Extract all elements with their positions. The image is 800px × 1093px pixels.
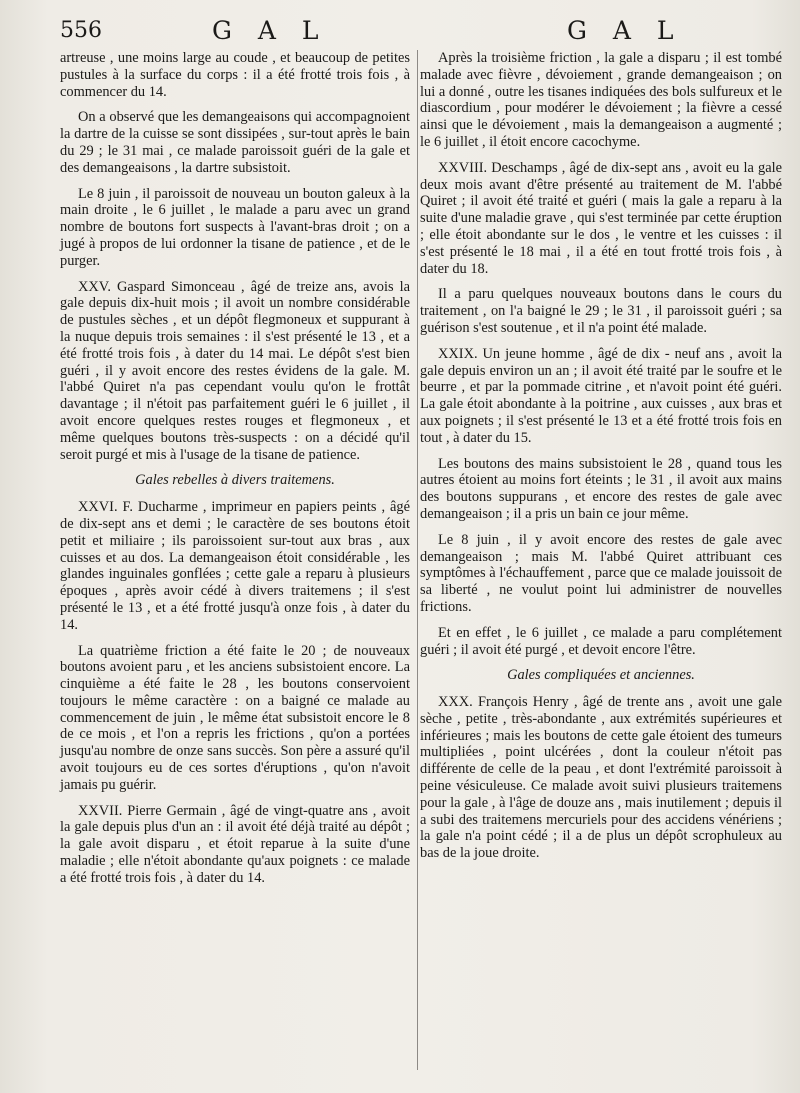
paragraph: XXVI. F. Ducharme , imprimeur en papiers peints , âgé de dix-sept ans et demi ; le caractère de ses boutons étoit petit et miliaire ; ils paroissoient sur-tout aux bras , aux cuisses et au dos. La demangeaison étoit considérable , les glandes inguinales gonflées ; cette gale a reparu à plusieurs époques , après avoir cédé à divers traitemens ; il s'est présenté le 13 , et a été frotté jusqu'à onze fois , à dater du 14. — [60, 499, 410, 633]
paragraph: Les boutons des mains subsistoient le 28 , quand tous les autres étoient au moins fort éteints ; le 31 , il avoit aux mains des boutons suppurans , et encore des restes de gale avec demangeaison ; il a pris un bain ce jour même. — [420, 455, 782, 522]
text-columns — [22, 50, 786, 1090]
paragraph: Après la troisième friction , la gale a disparu ; il est tombé malade avec fièvre , dévoiement , grande demangeaison ; on lui a donné , outre les tisanes indiquées des bols sulfureux et le diascordium , pour modérer le dévoiement ; la fièvre a cessé ainsi que le dévoiement , mais la demangeaison a augmenté ; le 6 juillet , il étoit encore cacochyme. — [420, 50, 782, 150]
paragraph: Il a paru quelques nouveaux boutons dans le cours du traitement , on l'a baigné le 29 ; le 31 , il paroissoit guéri ; sa guérison s'est soutenue , et il n'a point été malade. — [420, 286, 782, 336]
paragraph: artreuse , une moins large au coude , et beaucoup de petites pustules à la surface du corps : il a été frotté trois fois , à commencer du 14. — [60, 50, 410, 100]
paragraph: Le 8 juin , il y avoit encore des restes de gale avec demangeaison ; mais M. l'abbé Quiret attribuant ces symptômes à l'échauffement , parce que ce malade jouissoit de sa liberté , ne voulut point lui administrer de nouvelles frictions. — [420, 531, 782, 615]
paragraph: On a observé que les demangeaisons qui accompagnoient la dartre de la cuisse se sont dissipées , sur-tout après le bain du 29 ; le 31 mai , ce malade paroissoit guéri de la gale et des demangeaisons , la dartre subsistoit. — [60, 109, 410, 176]
paragraph: XXX. François Henry , âgé de trente ans , avoit une gale sèche , petite , très-abondante , aux extrémités supérieures et inférieures ; mais les boutons de cette gale étoient des tumeurs multipliées , point ulcérées , dont la couleur n'étoit pas différente de celle de la peau , et dont l'extrémité paroissoit à peine vésiculeuse. Ce malade avoit suivi plusieurs traitemens pour la gale , à l'âge de douze ans , mais inutilement ; depuis il a subi des traitemens mercuriels pour des accidens vénériens ; la gale n'a point cédé ; il a de plus un dépôt scrophuleux au bas de la joue droite. — [420, 694, 782, 862]
running-head-left: G A L — [212, 16, 328, 45]
running-head-right: G A L — [567, 16, 683, 45]
paragraph: XXVII. Pierre Germain , âgé de vingt-quatre ans , avoit la gale depuis plus d'un an : il avoit été déjà traité au dépôt ; la gale avoit disparu , et étoit reparue à la suite d'une maladie ; elle n'étoit abondante qu'aux poignets : ce malade a été frotté trois fois , à dater du 14. — [60, 802, 410, 886]
page-header — [22, 12, 786, 50]
left-column — [60, 50, 410, 896]
paragraph: XXV. Gaspard Simonceau , âgé de treize ans, avois la gale depuis dix-huit mois ; il avoit un nombre considérable de pustules sèches , et un dépôt flegmoneux et suppurant à la nuque depuis trois semaines : il s'est présenté le 13 , et a été frotté trois fois , à dater du 14 mai. Le dépôt s'est bien guéri , il y avoit encore des restes évidens de la gale. M. l'abbé Quiret n'a pas cependant voulu qu'on le frottât davantage ; il n'étoit pas parfaitement guéri le 6 juillet , il avoit encore quelques restes rouges et flegmoneux , et même quelques boutons très-suspects : on a décidé qu'il seroit purgé et mis à l'usage de la tisane de patience. — [60, 278, 410, 463]
paragraph: XXVIII. Deschamps , âgé de dix-sept ans , avoit eu la gale deux mois avant d'être présenté au traitement de M. l'abbé Quiret ; il avoit été traité et guéri ( mais la gale a reparu à la suite d'une maladie grave , qui s'est terminée par cette éruption ; elle étoit abondante sur le dos , le ventre et les cuisses : il s'est présenté le 18 mai , il a été en tout frotté trois fois , à dater du 18. — [420, 159, 782, 277]
column-divider — [417, 50, 418, 1070]
page-number: 556 — [60, 18, 102, 43]
paragraph: Et en effet , le 6 juillet , ce malade a paru complétement guéri ; il avoit été purgé , et devoit encore l'être. — [420, 624, 782, 658]
right-column — [420, 50, 782, 871]
paragraph: La quatrième friction a été faite le 20 ; de nouveaux boutons avoient paru , et les anciens subsistoient encore. La cinquième a été faite le 28 , les boutons conservoient toujours le même caractère : on a baigné ce malade au commencement de juin , le même état subsistoit encore le 8 de ce mois , et l'on a repris les frictions , qu'on a portées jusqu'au nombre de onze sans succès. Son père a assuré qu'il avoit toujours eu de ces sortes d'éruptions , qu'on n'avoit jamais pu guérir. — [60, 642, 410, 793]
section-heading: Gales compliquées et anciennes. — [507, 667, 695, 684]
paragraph: XXIX. Un jeune homme , âgé de dix - neuf ans , avoit la gale depuis environ un an ; il avoit été traité par le soufre et le beurre , et par la pommade citrine , et n'avoit point été guéri. La gale étoit abondante à la poitrine , aux cuisses , aux bras et aux poignets ; il s'est présenté le 13 et a été frotté trois fois en tout , à dater du 15. — [420, 345, 782, 446]
paragraph: Le 8 juin , il paroissoit de nouveau un bouton galeux à la main droite , le 6 juillet , le malade a paru avec un grand nombre de boutons fort suspects à l'avant-bras droit ; on a jugé à propos de lui ordonner la tisane de patience , et de le purger. — [60, 185, 410, 269]
section-heading: Gales rebelles à divers traitemens. — [135, 472, 335, 489]
